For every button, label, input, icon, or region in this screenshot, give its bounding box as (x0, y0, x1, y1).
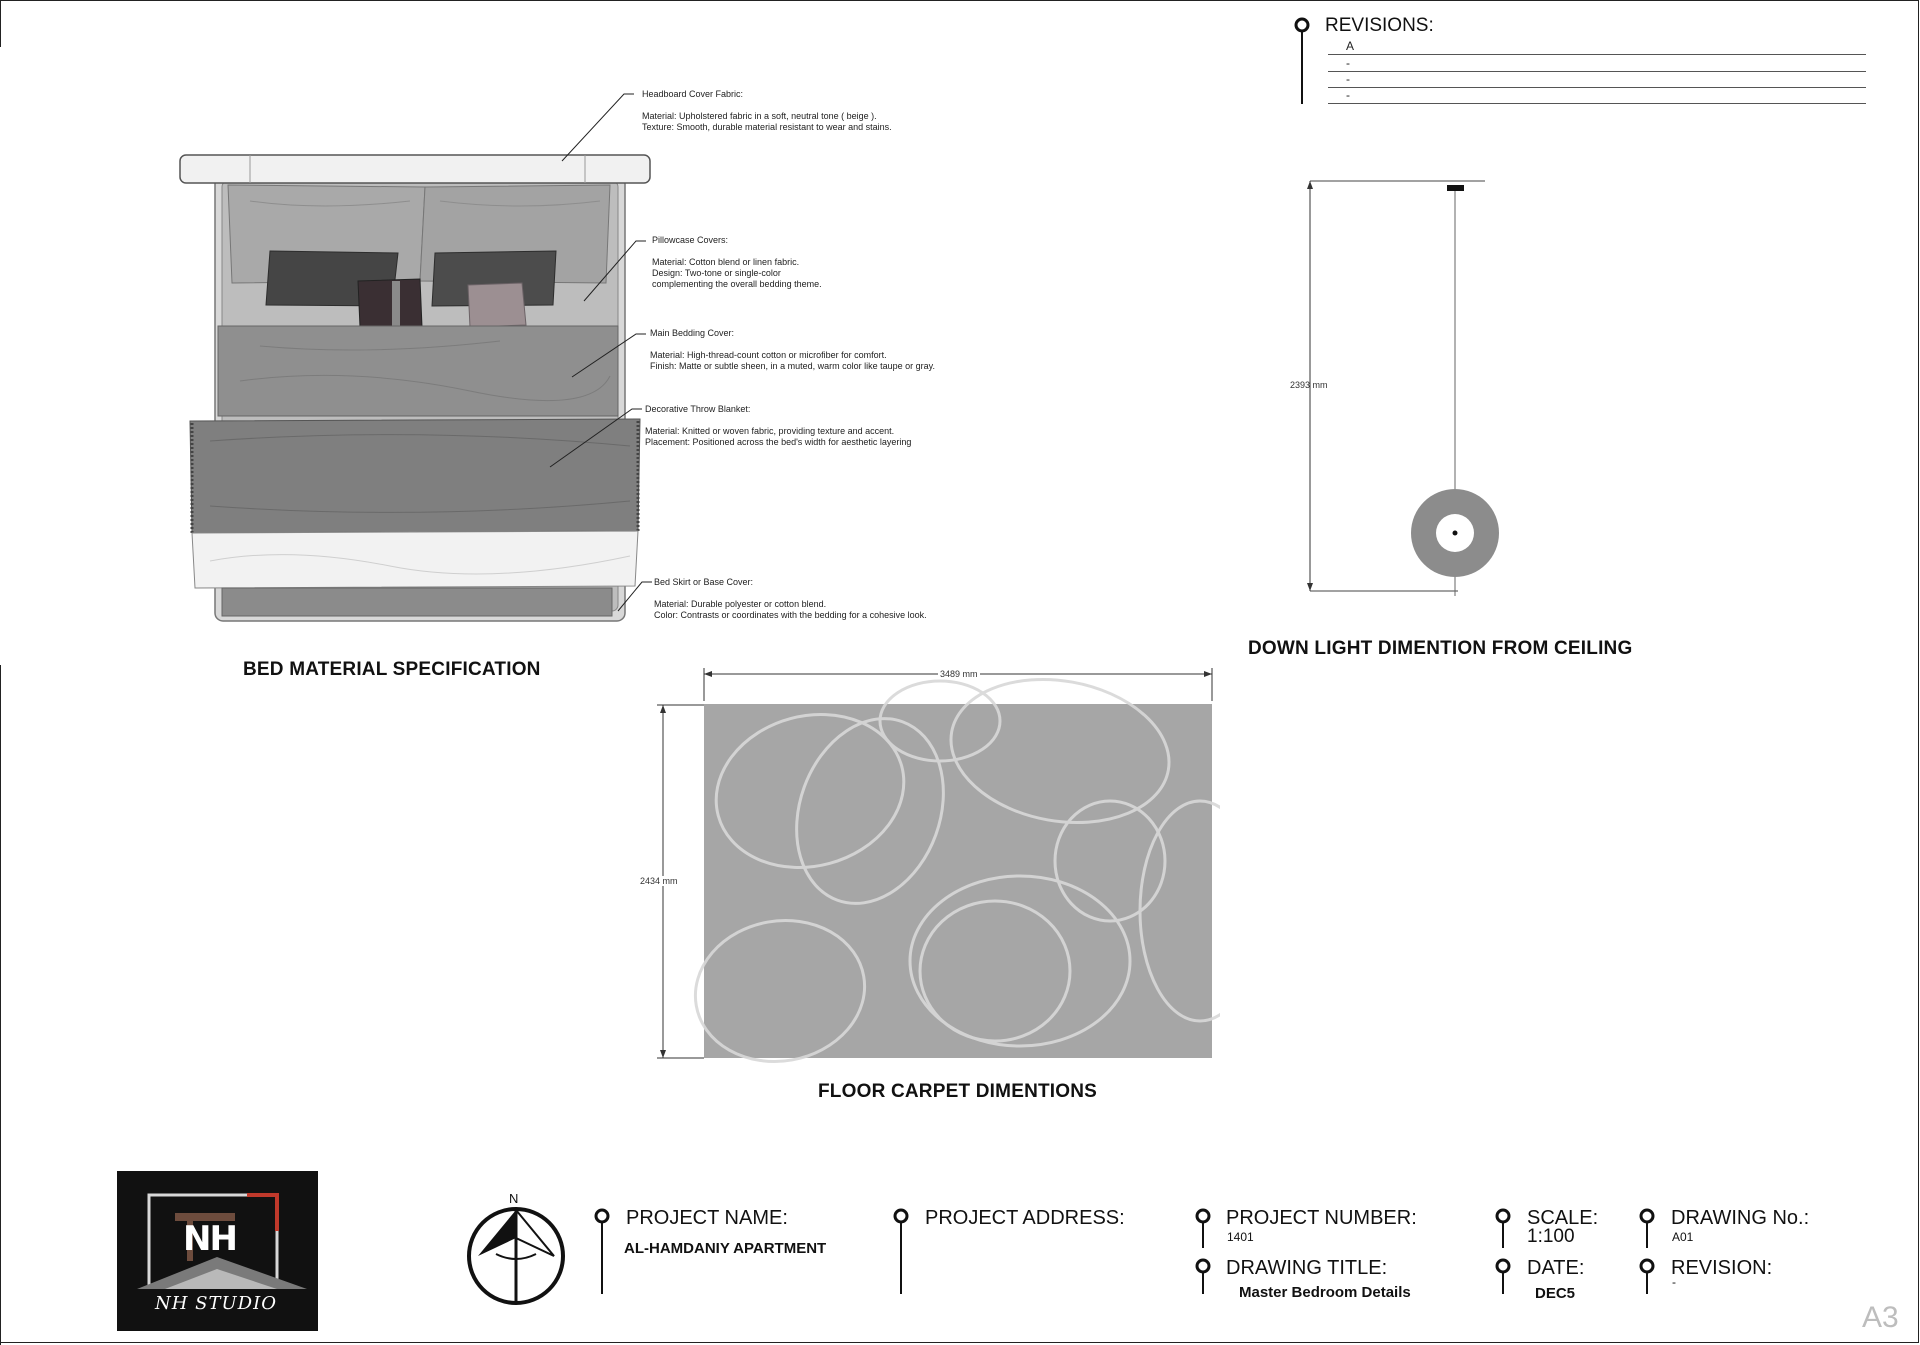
project-name-label: PROJECT NAME: (626, 1207, 788, 1229)
project-address-label: PROJECT ADDRESS: (925, 1207, 1125, 1229)
note-throw-blanket: Decorative Throw Blanket: Material: Knitted or woven fabric, providing texture and accent. Placement: Positioned across the bed's width for aesthetic layering (645, 404, 912, 447)
downlight-caption: DOWN LIGHT DIMENTION FROM CEILING (1248, 638, 1633, 659)
revision-row-2-value: - (1346, 56, 1350, 70)
drawing-no-marker-icon (1639, 1208, 1655, 1296)
note-headboard: Headboard Cover Fabric: Material: Upholstered fabric in a soft, neutral tone ( beige ). Texture: Smooth, durable material resistant to wear and stains. (642, 89, 892, 132)
scale-marker-icon (1495, 1208, 1511, 1296)
downlight-dimension-label: 2393 mm (1290, 380, 1328, 390)
project-number-label: PROJECT NUMBER: (1226, 1207, 1417, 1229)
drawing-no-label: DRAWING No.: (1671, 1207, 1810, 1229)
revision-row-2 (1328, 56, 1866, 72)
revisions-title: REVISIONS: (1325, 15, 1434, 36)
note-pillowcase: Pillowcase Covers: Material: Cotton blend or linen fabric. Design: Two-tone or single-color complementing the overall bedding theme. (652, 235, 822, 289)
scale-label: SCALE: (1527, 1207, 1599, 1229)
project-number-marker-icon (1195, 1208, 1211, 1296)
north-label: N (509, 1191, 519, 1206)
revision-row-1-value: A (1346, 39, 1355, 53)
sheet-size-label: A3 (1862, 1301, 1899, 1334)
drawing-title-label: DRAWING TITLE: (1226, 1257, 1388, 1279)
carpet-height-label: 2434 mm (640, 876, 678, 886)
date-value: DEC5 (1535, 1285, 1576, 1302)
revision-row-3 (1328, 72, 1866, 88)
sheet-left-border-bottom (0, 665, 1, 1345)
scale-value: 1:100 (1527, 1226, 1575, 1247)
north-arrow-icon (464, 1204, 568, 1308)
drawing-title-value: Master Bedroom Details (1239, 1284, 1411, 1301)
project-number-value: 1401 (1227, 1230, 1254, 1244)
drawing-no-value: A01 (1672, 1230, 1694, 1244)
date-label: DATE: (1527, 1257, 1585, 1279)
logo-mark-text: NH (183, 1219, 236, 1259)
revision-row-4-value: - (1346, 88, 1350, 102)
revision-row-1 (1328, 39, 1866, 55)
carpet-caption: FLOOR CARPET DIMENTIONS (818, 1081, 1098, 1102)
revision-value: - (1672, 1275, 1676, 1289)
note-main-bedding: Main Bedding Cover: Material: High-thread-count cotton or microfiber for comfort. Finish: Matte or subtle sheen, in a muted, warm color like taupe or gray. (650, 328, 935, 371)
project-name-value: AL-HAMDANIY APARTMENT (624, 1240, 827, 1257)
project-name-marker-icon (594, 1208, 610, 1296)
project-address-marker-icon (893, 1208, 909, 1296)
revision-row-4 (1328, 88, 1866, 104)
logo-studio-name: NH STUDIO (155, 1293, 277, 1314)
downlight-elevation (1280, 171, 1520, 611)
bed-caption: BED MATERIAL SPECIFICATION (243, 659, 541, 680)
studio-logo (117, 1171, 318, 1331)
note-bed-skirt: Bed Skirt or Base Cover: Material: Durable polyester or cotton blend. Color: Contrasts or coordinates with the bedding for a cohesive look. (654, 577, 927, 620)
carpet-plan (640, 661, 1220, 1081)
revision-label: REVISION: (1671, 1257, 1773, 1279)
revision-row-3-value: - (1346, 72, 1350, 86)
revisions-marker-icon (1294, 16, 1310, 106)
carpet-width-label: 3489 mm (940, 669, 978, 679)
